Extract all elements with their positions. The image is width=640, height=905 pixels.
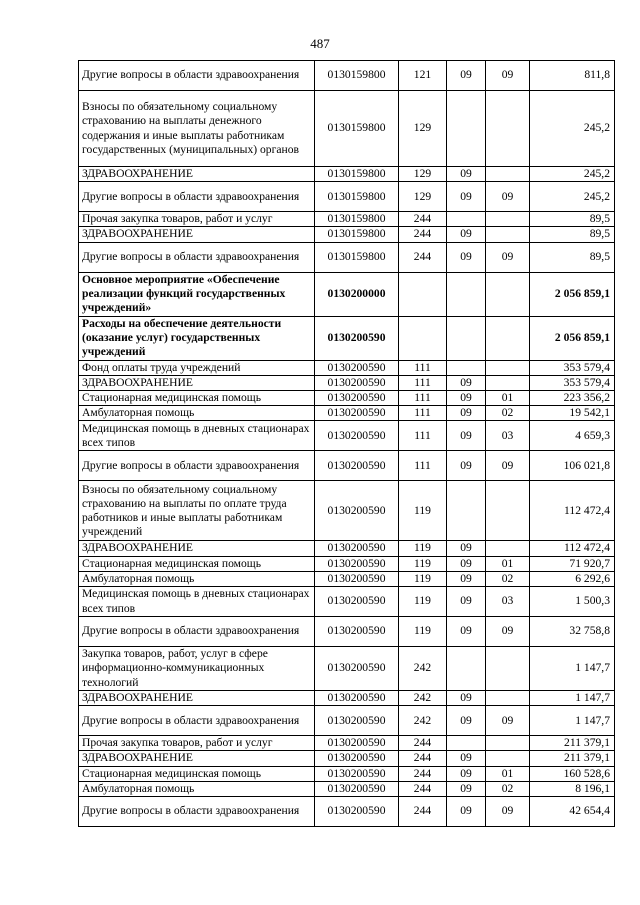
section-code-cell: 09	[447, 587, 486, 617]
target-article-code-cell: 0130200590	[315, 421, 399, 451]
section-code-cell: 09	[447, 451, 486, 481]
target-article-code-cell: 0130200590	[315, 360, 399, 375]
subsection-code-cell	[486, 481, 530, 541]
expense-type-code-cell: 244	[399, 781, 447, 796]
expense-type-code-cell: 242	[399, 706, 447, 736]
subsection-code-cell: 09	[486, 182, 530, 212]
section-code-cell: 09	[447, 391, 486, 406]
target-article-code-cell: 0130200590	[315, 375, 399, 390]
section-code-cell	[447, 316, 486, 360]
amount-cell: 8 196,1	[530, 781, 615, 796]
amount-cell: 353 579,4	[530, 360, 615, 375]
amount-cell: 245,2	[530, 182, 615, 212]
target-article-code-cell: 0130159800	[315, 91, 399, 167]
target-article-code-cell: 0130200590	[315, 541, 399, 556]
section-code-cell	[447, 647, 486, 691]
subsection-code-cell	[486, 272, 530, 316]
table-row	[79, 227, 615, 242]
subsection-code-cell	[486, 691, 530, 706]
subsection-code-cell	[486, 316, 530, 360]
table-row	[79, 375, 615, 390]
table-row	[79, 587, 615, 617]
subsection-code-cell	[486, 751, 530, 766]
subsection-code-cell: 03	[486, 587, 530, 617]
expense-type-code-cell: 244	[399, 227, 447, 242]
subsection-code-cell: 09	[486, 242, 530, 272]
amount-cell: 4 659,3	[530, 421, 615, 451]
subsection-code-cell	[486, 360, 530, 375]
item-name-cell: Амбулаторная помощь	[79, 571, 315, 586]
subsection-code-cell: 09	[486, 617, 530, 647]
amount-cell: 223 356,2	[530, 391, 615, 406]
expense-type-code-cell: 244	[399, 797, 447, 827]
subsection-code-cell: 02	[486, 781, 530, 796]
table-body	[79, 61, 615, 827]
expense-type-code-cell: 119	[399, 481, 447, 541]
expense-type-code-cell: 119	[399, 587, 447, 617]
table-row	[79, 316, 615, 360]
page-number: 487	[310, 36, 330, 51]
table-row	[79, 406, 615, 421]
table-row	[79, 421, 615, 451]
amount-cell: 1 500,3	[530, 587, 615, 617]
section-code-cell: 09	[447, 167, 486, 182]
target-article-code-cell: 0130200590	[315, 481, 399, 541]
expense-type-code-cell: 111	[399, 406, 447, 421]
target-article-code-cell: 0130200590	[315, 797, 399, 827]
subsection-code-cell	[486, 647, 530, 691]
table-row	[79, 451, 615, 481]
table-row	[79, 766, 615, 781]
item-name-cell: Другие вопросы в области здравоохранения	[79, 797, 315, 827]
subsection-code-cell: 09	[486, 706, 530, 736]
section-code-cell: 09	[447, 375, 486, 390]
amount-cell: 106 021,8	[530, 451, 615, 481]
table-row	[79, 360, 615, 375]
expense-type-code-cell: 111	[399, 391, 447, 406]
table-row	[79, 736, 615, 751]
section-code-cell	[447, 481, 486, 541]
item-name-cell: Фонд оплаты труда учреждений	[79, 360, 315, 375]
table-row	[79, 781, 615, 796]
amount-cell: 211 379,1	[530, 736, 615, 751]
subsection-code-cell	[486, 736, 530, 751]
target-article-code-cell: 0130200590	[315, 706, 399, 736]
amount-cell: 1 147,7	[530, 706, 615, 736]
section-code-cell: 09	[447, 556, 486, 571]
table-row	[79, 797, 615, 827]
amount-cell: 160 528,6	[530, 766, 615, 781]
subsection-code-cell: 02	[486, 406, 530, 421]
table-row	[79, 242, 615, 272]
item-name-cell: Прочая закупка товаров, работ и услуг	[79, 736, 315, 751]
table-row	[79, 647, 615, 691]
item-name-cell: Другие вопросы в области здравоохранения	[79, 61, 315, 91]
section-code-cell: 09	[447, 797, 486, 827]
item-name-cell: Другие вопросы в области здравоохранения	[79, 617, 315, 647]
item-name-cell: Другие вопросы в области здравоохранения	[79, 451, 315, 481]
target-article-code-cell: 0130200000	[315, 272, 399, 316]
section-code-cell: 09	[447, 242, 486, 272]
table-row	[79, 272, 615, 316]
section-code-cell: 09	[447, 751, 486, 766]
section-code-cell: 09	[447, 227, 486, 242]
expense-type-code-cell: 121	[399, 61, 447, 91]
target-article-code-cell: 0130200590	[315, 766, 399, 781]
item-name-cell: Стационарная медицинская помощь	[79, 766, 315, 781]
section-code-cell	[447, 272, 486, 316]
target-article-code-cell: 0130159800	[315, 242, 399, 272]
target-article-code-cell: 0130159800	[315, 61, 399, 91]
amount-cell: 89,5	[530, 212, 615, 227]
amount-cell: 245,2	[530, 91, 615, 167]
section-code-cell: 09	[447, 691, 486, 706]
table-row	[79, 481, 615, 541]
expense-type-code-cell: 111	[399, 421, 447, 451]
amount-cell: 112 472,4	[530, 541, 615, 556]
table-row	[79, 571, 615, 586]
table-row	[79, 91, 615, 167]
section-code-cell: 09	[447, 617, 486, 647]
expense-type-code-cell: 119	[399, 571, 447, 586]
subsection-code-cell: 01	[486, 556, 530, 571]
table-row	[79, 182, 615, 212]
table-row	[79, 617, 615, 647]
section-code-cell	[447, 212, 486, 227]
item-name-cell: Взносы по обязательному социальному страхованию на выплаты по оплате труда работников и иные выплаты работникам учреждений	[79, 481, 315, 541]
target-article-code-cell: 0130200590	[315, 781, 399, 796]
section-code-cell: 09	[447, 406, 486, 421]
amount-cell: 2 056 859,1	[530, 316, 615, 360]
subsection-code-cell: 09	[486, 61, 530, 91]
section-code-cell	[447, 736, 486, 751]
expense-type-code-cell: 111	[399, 360, 447, 375]
subsection-code-cell: 01	[486, 391, 530, 406]
item-name-cell: Медицинская помощь в дневных стационарах всех типов	[79, 421, 315, 451]
target-article-code-cell: 0130159800	[315, 212, 399, 227]
item-name-cell: ЗДРАВООХРАНЕНИЕ	[79, 751, 315, 766]
expense-type-code-cell: 129	[399, 91, 447, 167]
section-code-cell: 09	[447, 421, 486, 451]
target-article-code-cell: 0130200590	[315, 736, 399, 751]
target-article-code-cell: 0130200590	[315, 617, 399, 647]
expense-type-code-cell: 242	[399, 647, 447, 691]
expense-type-code-cell: 111	[399, 375, 447, 390]
target-article-code-cell: 0130159800	[315, 182, 399, 212]
expense-type-code-cell: 111	[399, 451, 447, 481]
expense-type-code-cell: 129	[399, 167, 447, 182]
table-row	[79, 391, 615, 406]
table-row	[79, 751, 615, 766]
amount-cell: 19 542,1	[530, 406, 615, 421]
table-row	[79, 167, 615, 182]
section-code-cell	[447, 91, 486, 167]
expense-type-code-cell: 244	[399, 212, 447, 227]
expense-type-code-cell: 244	[399, 766, 447, 781]
subsection-code-cell	[486, 91, 530, 167]
amount-cell: 353 579,4	[530, 375, 615, 390]
table-row	[79, 691, 615, 706]
subsection-code-cell	[486, 167, 530, 182]
item-name-cell: Стационарная медицинская помощь	[79, 556, 315, 571]
table-row	[79, 61, 615, 91]
section-code-cell: 09	[447, 182, 486, 212]
subsection-code-cell	[486, 375, 530, 390]
target-article-code-cell: 0130159800	[315, 227, 399, 242]
expense-type-code-cell: 244	[399, 242, 447, 272]
subsection-code-cell: 01	[486, 766, 530, 781]
expense-type-code-cell: 119	[399, 541, 447, 556]
target-article-code-cell: 0130200590	[315, 406, 399, 421]
subsection-code-cell	[486, 227, 530, 242]
target-article-code-cell: 0130200590	[315, 391, 399, 406]
subsection-code-cell: 03	[486, 421, 530, 451]
table-row	[79, 212, 615, 227]
item-name-cell: Амбулаторная помощь	[79, 781, 315, 796]
expense-type-code-cell	[399, 316, 447, 360]
expense-type-code-cell: 119	[399, 617, 447, 647]
amount-cell: 112 472,4	[530, 481, 615, 541]
subsection-code-cell: 09	[486, 797, 530, 827]
item-name-cell: ЗДРАВООХРАНЕНИЕ	[79, 691, 315, 706]
target-article-code-cell: 0130200590	[315, 647, 399, 691]
target-article-code-cell: 0130200590	[315, 556, 399, 571]
item-name-cell: ЗДРАВООХРАНЕНИЕ	[79, 375, 315, 390]
expense-type-code-cell: 119	[399, 556, 447, 571]
table-row	[79, 541, 615, 556]
item-name-cell: Медицинская помощь в дневных стационарах всех типов	[79, 587, 315, 617]
section-code-cell	[447, 360, 486, 375]
amount-cell: 1 147,7	[530, 691, 615, 706]
expense-type-code-cell	[399, 272, 447, 316]
item-name-cell: ЗДРАВООХРАНЕНИЕ	[79, 541, 315, 556]
item-name-cell: Стационарная медицинская помощь	[79, 391, 315, 406]
amount-cell: 89,5	[530, 227, 615, 242]
amount-cell: 71 920,7	[530, 556, 615, 571]
item-name-cell: Расходы на обеспечение деятельности (оказание услуг) государственных учреждений	[79, 316, 315, 360]
subsection-code-cell: 02	[486, 571, 530, 586]
item-name-cell: Взносы по обязательному социальному страхованию на выплаты денежного содержания и иные выплаты работникам государственных (муниципальных) органов	[79, 91, 315, 167]
table-row	[79, 556, 615, 571]
amount-cell: 811,8	[530, 61, 615, 91]
target-article-code-cell: 0130200590	[315, 316, 399, 360]
item-name-cell: Другие вопросы в области здравоохранения	[79, 182, 315, 212]
expense-type-code-cell: 244	[399, 751, 447, 766]
item-name-cell: Основное мероприятие «Обеспечение реализации функций государственных учреждений»	[79, 272, 315, 316]
expense-type-code-cell: 242	[399, 691, 447, 706]
expense-type-code-cell: 129	[399, 182, 447, 212]
item-name-cell: Прочая закупка товаров, работ и услуг	[79, 212, 315, 227]
section-code-cell: 09	[447, 571, 486, 586]
amount-cell: 1 147,7	[530, 647, 615, 691]
item-name-cell: Закупка товаров, работ, услуг в сфере информационно-коммуникационных технологий	[79, 647, 315, 691]
amount-cell: 42 654,4	[530, 797, 615, 827]
item-name-cell: Другие вопросы в области здравоохранения	[79, 706, 315, 736]
target-article-code-cell: 0130200590	[315, 571, 399, 586]
amount-cell: 6 292,6	[530, 571, 615, 586]
section-code-cell: 09	[447, 541, 486, 556]
subsection-code-cell	[486, 212, 530, 227]
amount-cell: 89,5	[530, 242, 615, 272]
item-name-cell: Другие вопросы в области здравоохранения	[79, 242, 315, 272]
item-name-cell: ЗДРАВООХРАНЕНИЕ	[79, 167, 315, 182]
target-article-code-cell: 0130200590	[315, 587, 399, 617]
expense-type-code-cell: 244	[399, 736, 447, 751]
budget-table	[78, 60, 615, 827]
section-code-cell: 09	[447, 766, 486, 781]
section-code-cell: 09	[447, 61, 486, 91]
subsection-code-cell: 09	[486, 451, 530, 481]
amount-cell: 245,2	[530, 167, 615, 182]
target-article-code-cell: 0130159800	[315, 167, 399, 182]
target-article-code-cell: 0130200590	[315, 451, 399, 481]
section-code-cell: 09	[447, 781, 486, 796]
section-code-cell: 09	[447, 706, 486, 736]
target-article-code-cell: 0130200590	[315, 691, 399, 706]
amount-cell: 2 056 859,1	[530, 272, 615, 316]
amount-cell: 211 379,1	[530, 751, 615, 766]
table-row	[79, 706, 615, 736]
item-name-cell: Амбулаторная помощь	[79, 406, 315, 421]
subsection-code-cell	[486, 541, 530, 556]
item-name-cell: ЗДРАВООХРАНЕНИЕ	[79, 227, 315, 242]
amount-cell: 32 758,8	[530, 617, 615, 647]
target-article-code-cell: 0130200590	[315, 751, 399, 766]
